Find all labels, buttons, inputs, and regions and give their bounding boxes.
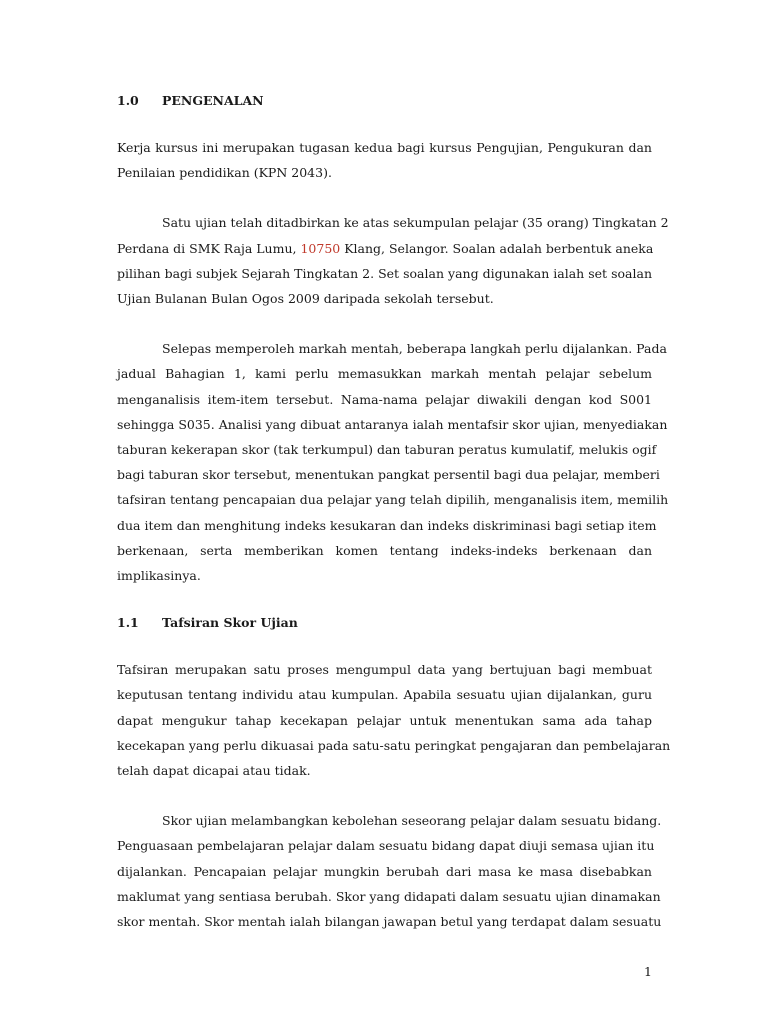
section-number: 1.0 — [117, 93, 139, 108]
paragraph-line: dua item dan menghitung indeks kesukaran dan indeks diskriminasi bagi setiap item — [117, 517, 657, 533]
paragraph-line: tafsiran tentang pencapaian dua pelajar yang telah dipilih, menganalisis item, memilih — [117, 492, 669, 508]
section-title: Tafsiran Skor Ujian — [162, 615, 298, 631]
paragraph-line: implikasinya. — [117, 568, 201, 584]
paragraph-line: Penguasaan pembelajaran pelajar dalam sesuatu bidang dapat diuji semasa ujian itu — [117, 838, 655, 854]
paragraph-line: Selepas memperoleh markah mentah, beberapa langkah perlu dijalankan. Pada — [162, 341, 667, 357]
paragraph-line: telah dapat dicapai atau tidak. — [117, 763, 311, 779]
paragraph-line: skor mentah. Skor mentah ialah bilangan jawapan betul yang terdapat dalam sesuatu — [117, 914, 662, 930]
paragraph-5 — [117, 808, 662, 934]
paragraph-line: Satu ujian telah ditadbirkan ke atas sekumpulan pelajar (35 orang) Tingkatan 2 — [162, 215, 669, 231]
section-title: PENGENALAN — [162, 93, 264, 108]
paragraph-2 — [117, 210, 669, 311]
paragraph-line: Skor ujian melambangkan kebolehan seseorang pelajar dalam sesuatu bidang. — [162, 813, 662, 829]
paragraph-line: dapat mengukur tahap kecekapan pelajar untuk menentukan sama ada tahap — [117, 712, 652, 728]
paragraph-line: berkenaan, serta memberikan komen tentang indeks-indeks berkenaan dan — [117, 542, 652, 558]
section-number: 1.1 — [117, 615, 139, 631]
paragraph-line: keputusan tentang individu atau kumpulan. Apabila sesuatu ujian dijalankan, guru — [117, 687, 652, 703]
paragraph-line: Penilaian pendidikan (KPN 2043). — [117, 165, 332, 181]
paragraph-4 — [117, 657, 671, 783]
section-heading-introduction — [117, 88, 652, 113]
postcode-text: 10750 — [300, 240, 341, 256]
page-number: 1 — [644, 964, 652, 979]
paragraph-line: maklumat yang sentiasa berubah. Skor yang didapati dalam sesuatu ujian dinamakan — [117, 888, 661, 904]
paragraph-line: taburan kekerapan skor (tak terkumpul) dan taburan peratus kumulatif, melukis ogif — [117, 442, 657, 458]
paragraph-3 — [117, 336, 669, 588]
paragraph-line: Tafsiran merupakan satu proses mengumpul data yang bertujuan bagi membuat — [117, 662, 652, 678]
paragraph-line: bagi taburan skor tersebut, menentukan pangkat persentil bagi dua pelajar, memberi — [117, 467, 660, 483]
paragraph-line: pilihan bagi subjek Sejarah Tingkatan 2. Set soalan yang digunakan ialah set soalan — [117, 265, 652, 281]
paragraph-line: jadual Bahagian 1, kami perlu memasukkan markah mentah pelajar sebelum — [117, 366, 652, 382]
text-segment: Perdana di SMK Raja Lumu, — [117, 240, 301, 256]
paragraph-line: Ujian Bulanan Bulan Ogos 2009 daripada sekolah tersebut. — [117, 291, 494, 307]
paragraph-line: Kerja kursus ini merupakan tugasan kedua bagi kursus Pengujian, Pengukuran dan — [117, 140, 652, 155]
paragraph-line: sehingga S035. Analisi yang dibuat antaranya ialah mentafsir skor ujian, menyediakan — [117, 416, 668, 432]
paragraph-line: kecekapan yang perlu dikuasai pada satu-satu peringkat pengajaran dan pembelajaran — [117, 737, 671, 753]
paragraph-1 — [117, 135, 652, 185]
paragraph-line: menganalisis item-item tersebut. Nama-nama pelajar diwakili dengan kod S001 — [117, 391, 652, 407]
paragraph-line: dijalankan. Pencapaian pelajar mungkin berubah dari masa ke masa disebabkan — [117, 863, 652, 879]
paragraph-line — [117, 236, 652, 261]
text-segment: Klang, Selangor. Soalan adalah berbentuk aneka — [340, 240, 654, 256]
document-body — [117, 88, 671, 934]
section-heading-score-interpretation — [117, 610, 652, 635]
